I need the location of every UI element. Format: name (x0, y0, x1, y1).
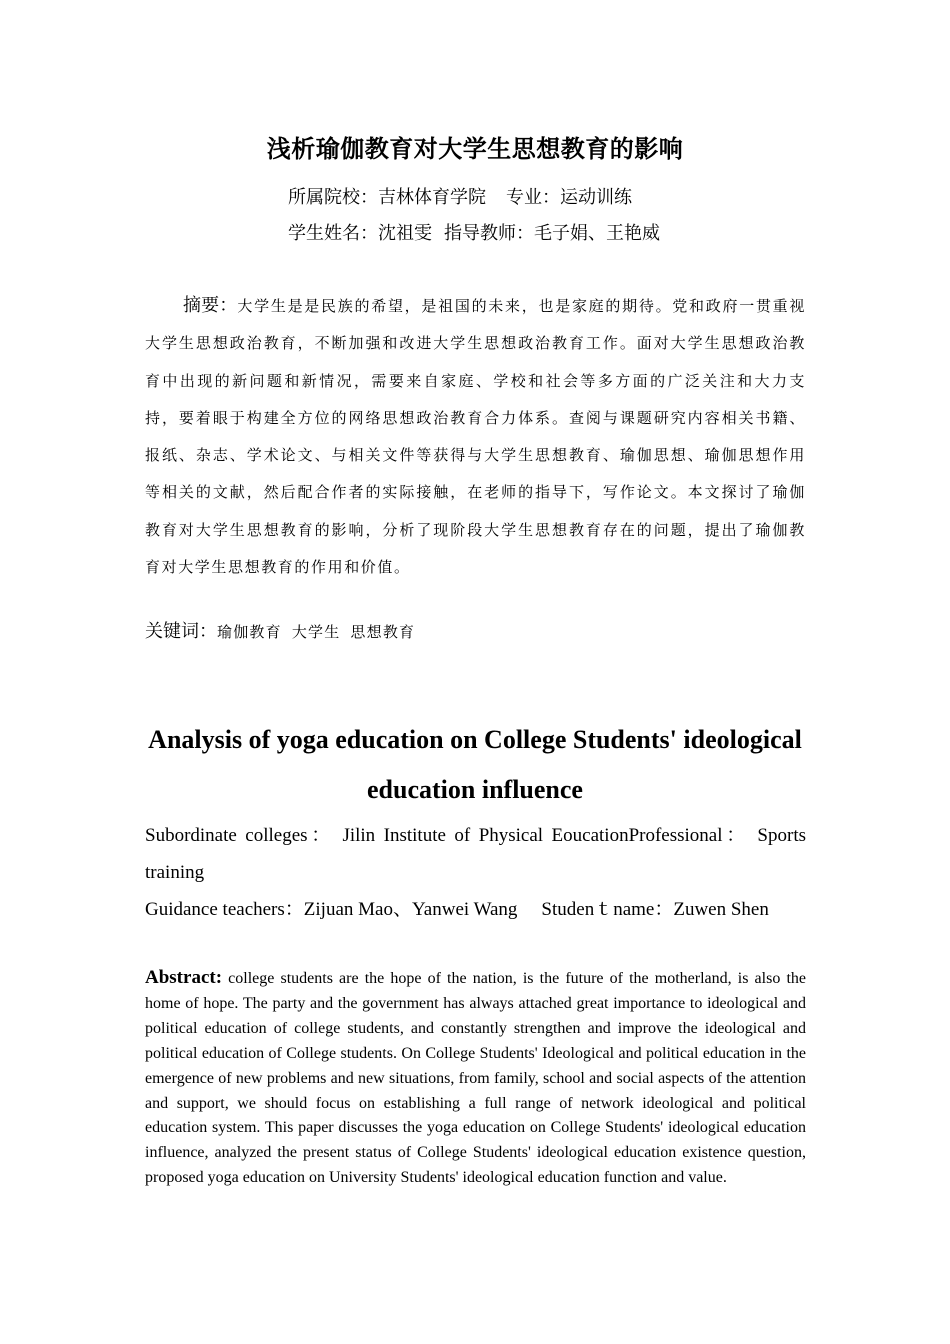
english-abstract-label: Abstract: (145, 967, 223, 988)
english-colleges-line: Subordinate colleges： Jilin Institute of Physical EoucationProfessional： Sports training (145, 825, 806, 883)
english-student-label: Studenｔname： (541, 899, 674, 920)
chinese-school-line (288, 184, 848, 212)
english-abstract (145, 966, 806, 1191)
english-title-line-2: education influence (367, 775, 583, 804)
english-title (140, 715, 810, 815)
advisor-names: 毛子娟、王艳威 (534, 223, 660, 244)
student-label: 学生姓名： (288, 223, 378, 244)
teachers-names: Zijuan Mao、Yanwei Wang (303, 899, 518, 920)
school-name: 吉林体育学院 (378, 187, 486, 208)
keywords-label: 关键词： (145, 621, 217, 642)
advisor-label: 指导教师： (444, 223, 534, 244)
english-abstract-text: college students are the hope of the nation, is the future of the motherland, is also the home of hope. The party and the government has always attached great importance to ideological and political education of college students, and constantly strengthen and improve the ideological and political education of College students. On College Students' Ideological and political education in the emergence of new problems and new situations, from family, school and social aspects of the attention and support, we should focus on establishing a full range of network ideological and political education system. This paper discusses the yoga education on College Students' ideological education influence, analyzed the present status of College Students' ideological education existence question, proposed yoga education on University Students' ideological education function and value. (145, 970, 806, 1187)
chinese-keywords (145, 617, 425, 647)
english-teachers-line (145, 891, 806, 928)
student-name: 沈祖雯 (378, 223, 432, 244)
english-student-name: Zuwen Shen (673, 899, 769, 920)
keyword: 大学生 (291, 623, 341, 641)
chinese-abstract-label: 摘要： (183, 295, 238, 316)
chinese-title: 浅析瑜伽教育对大学生思想教育的影响 (266, 135, 684, 163)
chinese-abstract-text: 大学生是是民族的希望，是祖国的未来，也是家庭的期待。党和政府一贯重视大学生思想政治教育，不断加强和改进大学生思想政治教育工作。面对大学生思想政治教育中出现的新问题和新情况，需要来自家庭、学校和社会等多方面的广泛关注和大力支持，要着眼于构建全方位的网络思想政治教育合力体系。查阅与课题研究内容相关书籍、报纸、杂志、学术论文、与相关文件等获得与大学生思想教育、瑜伽思想、瑜伽思想作用等相关的文献，然后配合作者的实际接触，在老师的指导下，写作论文。本文探讨了瑜伽教育对大学生思想教育的影响，分析了现阶段大学生思想教育存在的问题，提出了瑜伽教育对大学生思想教育的作用和价值。 (145, 297, 807, 577)
keyword: 瑜伽教育 (217, 623, 282, 641)
english-title-line-1: Analysis of yoga education on College Students' ideological (148, 725, 802, 754)
major-label: 专业： (506, 187, 560, 208)
chinese-abstract (145, 287, 806, 586)
major-name: 运动训练 (560, 187, 632, 208)
keyword: 思想教育 (350, 623, 416, 641)
chinese-student-line (288, 220, 848, 248)
school-label: 所属院校： (288, 187, 378, 208)
teachers-label: Guidance teachers： (145, 899, 304, 920)
